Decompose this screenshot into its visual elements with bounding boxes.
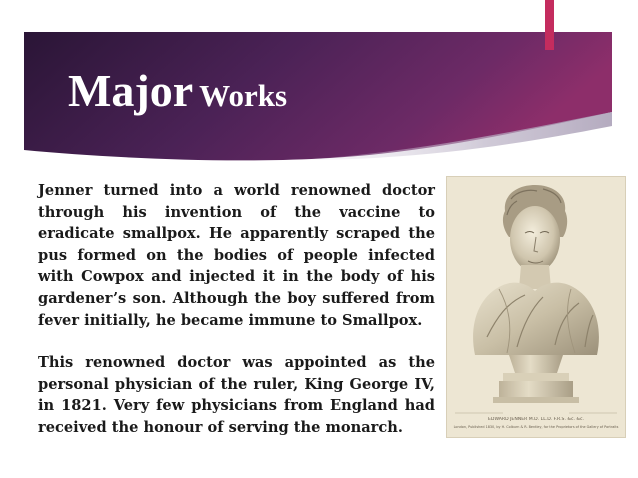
paragraph-physician: This renowned doctor was appointed as the personal physician of the ruler, King George IV, in 1821. Very few physicians from England had received the honour of serving the monarch.: [38, 354, 435, 436]
body-text: [38, 180, 435, 439]
bust-illustration: [447, 177, 625, 437]
paragraph-vaccine: Jenner turned into a world renowned doctor through his invention of the vaccine to eradicate smallpox. He apparently scraped the pus formed on the bodies of people infected with Cowpox and injected it in the body of his gardener’s son. Although the boy suffered from fever initially, he became immune to Smallpox.: [38, 182, 435, 329]
title-works: Works: [199, 78, 288, 113]
title-major: Major: [68, 65, 194, 116]
portrait-caption: EDWARD JENNER M.D. LL.D. F.R.S. &c. &c.: [488, 417, 584, 422]
portrait-image: [446, 176, 626, 438]
slide-title: [68, 64, 287, 117]
portrait-subcaption: London, Published 1830, by H. Colburn & R. Bentley, for the Proprietors of the Gallery of Portraits: [453, 425, 619, 429]
